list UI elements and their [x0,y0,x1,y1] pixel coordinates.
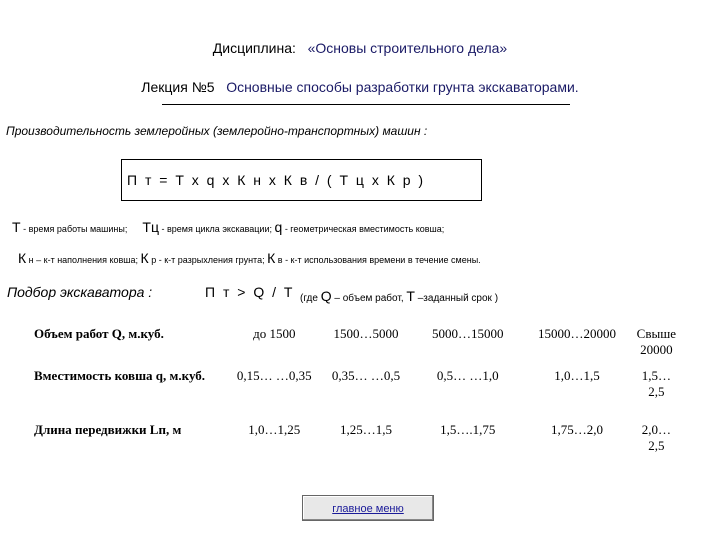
lecture-label: Лекция №5 [141,79,215,95]
table-cell: 2,0…2,5 [641,422,671,453]
def-text-q: - геометрическая вместимость ковша; [284,224,445,234]
table-cell: 1,25…1,5 [340,422,393,437]
table-cell: 0,5… …1,0 [436,368,499,383]
def-text-kv: в - к-т использования времени в течение смены. [277,255,481,265]
main-menu-link[interactable]: главное меню [332,503,404,515]
table-cell: 1,0…1,25 [248,422,301,437]
table-cell: 0,15… …0,35 [236,368,312,383]
table-cell: до 1500 [253,326,296,341]
definitions-line-2 [18,250,481,266]
def-symbol-q: q [274,219,283,235]
def-text-kn: н – к-т наполнения ковша; [28,255,139,265]
definitions-line-1 [12,219,444,235]
def-symbol-kr: К [140,250,149,266]
def-text-tc: - время цикла экскавации; [161,224,272,234]
table-cell: 15000…20000 [537,326,616,341]
table-cell: 1500…5000 [333,326,399,341]
note-q-symbol: Q [320,288,332,304]
lecture-topic: Основные способы разработки грунта экскаваторами. [226,79,579,95]
row-header: Длина передвижки Lп, м [34,422,182,437]
def-symbol-kn: К [18,250,27,266]
selection-note [300,288,498,304]
note-prefix: (где [300,293,318,304]
table-cell: 1,5…2,5 [641,368,671,399]
table-cell: 1,0…1,5 [554,368,600,383]
selection-heading: Подбор экскаватора : [7,284,153,300]
def-symbol-tc: Тц [142,219,159,235]
table-row [30,324,680,366]
table-cell: 1,5….1,75 [440,422,496,437]
table-row [30,366,680,420]
def-symbol-kv: К [267,250,276,266]
lecture-line [0,79,720,95]
discipline-label: Дисциплина: [212,40,296,56]
productivity-formula: П т = Т х q х К н х К в / ( Т ц х К р ) [127,172,426,188]
row-header: Вместимость ковша q, м.куб. [34,368,206,383]
note-t-symbol: Т [406,288,415,304]
note-suffix: –заданный срок ) [417,293,499,304]
note-mid: – объем работ, [334,293,404,304]
discipline-name: «Основы строительного дела» [307,40,508,56]
discipline-line [0,40,720,56]
title-divider [162,104,570,105]
def-text-kr: р - к-т разрыхления грунта; [151,255,265,265]
table-row [30,420,680,456]
row-header: Объем работ Q, м.куб. [34,326,164,341]
table-cell: 1,75…2,0 [550,422,603,437]
def-text-t: - время работы машины; [23,224,128,234]
table-cell: 0,35… …0,5 [331,368,401,383]
excavator-selection-table [30,324,680,456]
selection-formula: П т > Q / Т [205,284,295,300]
table-cell: Свыше 20000 [636,326,676,357]
def-symbol-t: Т [12,219,21,235]
productivity-heading: Производительность землеройных (землеройно-транспортных) машин : [6,124,428,138]
table-cell: 5000…15000 [432,326,504,341]
